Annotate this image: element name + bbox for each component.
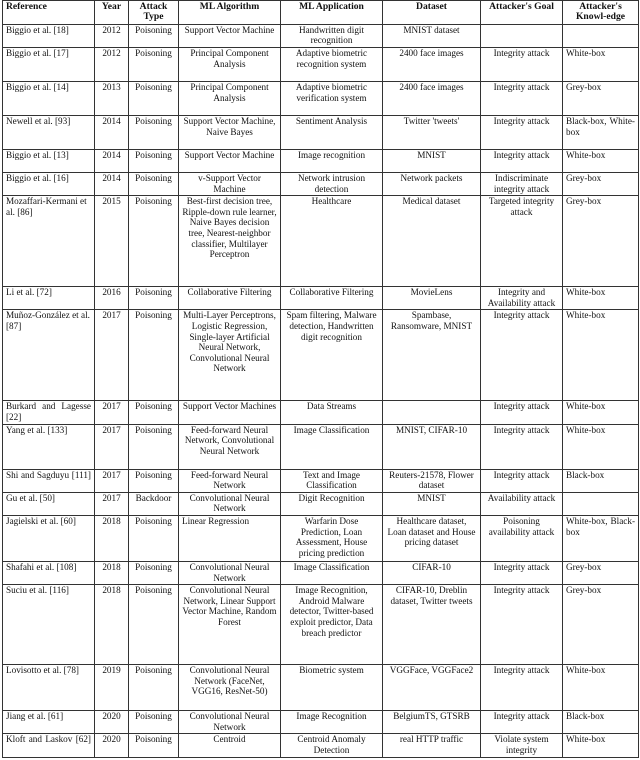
cell-attack-type: Poisoning (129, 287, 179, 310)
cell-attackers-knowledge: White-box (563, 401, 639, 424)
cell-attackers-goal: Integrity attack (481, 401, 563, 424)
cell-ml-algorithm: Best-first decision tree, Ripple-down rule learner, Naive Bayes decision tree, Nearest-neighbor classifier, Multilayer Perceptron (179, 196, 281, 287)
cell-ml-algorithm: Support Vector Machine, Naive Bayes (179, 116, 281, 150)
cell-attackers-goal: Integrity attack (481, 310, 563, 401)
header-ml-algorithm: ML Algorithm (179, 1, 281, 25)
attack-table (2, 0, 639, 758)
cell-attackers-knowledge: Grey-box (563, 82, 639, 116)
table-row (3, 310, 639, 401)
cell-ml-algorithm: Feed-forward Neural Network, Convolutional Neural Network (179, 424, 281, 469)
header-row (3, 1, 639, 25)
cell-ml-application: Sentiment Analysis (281, 116, 383, 150)
cell-attack-type: Poisoning (129, 196, 179, 287)
cell-ml-application: Data Streams (281, 401, 383, 424)
table-row (3, 48, 639, 82)
cell-attack-type: Poisoning (129, 665, 179, 711)
cell-ml-algorithm: Multi-Layer Perceptrons, Logistic Regression, Single-layer Artificial Neural Network, Convolutional Neural Network (179, 310, 281, 401)
cell-year: 2015 (95, 196, 129, 287)
header-dataset: Dataset (383, 1, 481, 25)
table-row (3, 734, 639, 757)
cell-year: 2020 (95, 711, 129, 734)
table-row (3, 424, 639, 469)
cell-reference: Biggio et al. [18] (3, 24, 95, 47)
cell-dataset: CIFAR-10, Dreblin dataset, Twitter tweets (383, 585, 481, 665)
cell-ml-algorithm: Principal Component Analysis (179, 82, 281, 116)
table-row (3, 665, 639, 711)
cell-ml-application: Image recognition (281, 150, 383, 173)
cell-dataset: Healthcare dataset, Loan dataset and House pricing dataset (383, 515, 481, 561)
cell-reference: Jiang et al. [61] (3, 711, 95, 734)
cell-reference: Yang et al. [133] (3, 424, 95, 469)
cell-attackers-goal: Integrity attack (481, 82, 563, 116)
cell-ml-application: Healthcare (281, 196, 383, 287)
cell-ml-algorithm: Centroid (179, 734, 281, 757)
cell-attackers-goal: Integrity and Availability attack (481, 287, 563, 310)
cell-ml-algorithm: Convolutional Neural Network (179, 561, 281, 584)
cell-attackers-goal: Targeted integrity attack (481, 196, 563, 287)
cell-dataset: real HTTP traffic (383, 734, 481, 757)
cell-attackers-knowledge (563, 492, 639, 515)
cell-ml-application: Image Classification (281, 561, 383, 584)
cell-attack-type: Backdoor (129, 492, 179, 515)
cell-year: 2014 (95, 116, 129, 150)
cell-reference: Biggio et al. [17] (3, 48, 95, 82)
cell-reference: Shi and Sagduyu [111] (3, 469, 95, 492)
table-row (3, 401, 639, 424)
cell-reference: Kloft and Laskov [62] (3, 734, 95, 757)
cell-reference: Shafahi et al. [108] (3, 561, 95, 584)
cell-dataset: 2400 face images (383, 48, 481, 82)
cell-ml-application: Handwritten digit recognition (281, 24, 383, 47)
cell-attackers-knowledge: White-box, Black-box (563, 515, 639, 561)
cell-dataset: 2400 face images (383, 82, 481, 116)
cell-dataset: BelgiumTS, GTSRB (383, 711, 481, 734)
table-row (3, 561, 639, 584)
cell-attackers-knowledge: White-box (563, 734, 639, 757)
cell-year: 2013 (95, 82, 129, 116)
cell-ml-application: Image Recognition, Android Malware detector, Twitter-based exploit predictor, Data breach predictor (281, 585, 383, 665)
cell-attack-type: Poisoning (129, 150, 179, 173)
table-row (3, 82, 639, 116)
cell-ml-algorithm: Feed-forward Neural Network (179, 469, 281, 492)
header-attackers-goal: Attacker's Goal (481, 1, 563, 25)
cell-attackers-knowledge: Black-box, White-box (563, 116, 639, 150)
table-row (3, 469, 639, 492)
cell-attackers-goal: Integrity attack (481, 469, 563, 492)
cell-year: 2012 (95, 24, 129, 47)
cell-ml-algorithm: Linear Regression (179, 515, 281, 561)
cell-year: 2017 (95, 424, 129, 469)
cell-attackers-goal (481, 24, 563, 47)
cell-year: 2020 (95, 734, 129, 757)
cell-attack-type: Poisoning (129, 24, 179, 47)
cell-year: 2017 (95, 401, 129, 424)
header-attack-type: Attack Type (129, 1, 179, 25)
cell-attackers-knowledge: Black-box (563, 711, 639, 734)
cell-dataset: MNIST (383, 492, 481, 515)
cell-ml-algorithm: Convolutional Neural Network (FaceNet, VGG16, ResNet-50) (179, 665, 281, 711)
cell-ml-algorithm: Convolutional Neural Network (179, 492, 281, 515)
cell-ml-application: Spam filtering, Malware detection, Handwritten digit recognition (281, 310, 383, 401)
cell-attackers-goal: Integrity attack (481, 424, 563, 469)
cell-attackers-knowledge: Grey-box (563, 196, 639, 287)
cell-attack-type: Poisoning (129, 173, 179, 196)
cell-ml-application: Centroid Anomaly Detection (281, 734, 383, 757)
cell-reference: Biggio et al. [13] (3, 150, 95, 173)
table-row (3, 711, 639, 734)
cell-attack-type: Poisoning (129, 401, 179, 424)
table-row (3, 24, 639, 47)
table-row (3, 196, 639, 287)
cell-reference: Mozaffari-Kermani et al. [86] (3, 196, 95, 287)
cell-dataset: MNIST (383, 150, 481, 173)
cell-year: 2017 (95, 469, 129, 492)
cell-attack-type: Poisoning (129, 515, 179, 561)
cell-year: 2012 (95, 48, 129, 82)
cell-attackers-goal: Indiscriminate integrity attack (481, 173, 563, 196)
cell-ml-application: Collaborative Filtering (281, 287, 383, 310)
cell-attack-type: Poisoning (129, 711, 179, 734)
cell-ml-algorithm: v-Support Vector Machine (179, 173, 281, 196)
cell-reference: Jagielski et al. [60] (3, 515, 95, 561)
cell-dataset: MNIST, CIFAR-10 (383, 424, 481, 469)
cell-attackers-goal: Integrity attack (481, 585, 563, 665)
cell-reference: Newell et al. [93] (3, 116, 95, 150)
cell-attackers-goal: Violate system integrity (481, 734, 563, 757)
cell-attackers-knowledge: White-box (563, 424, 639, 469)
cell-reference: Burkard and Lagesse [22] (3, 401, 95, 424)
cell-ml-application: Digit Recognition (281, 492, 383, 515)
cell-reference: Muñoz-González et al. [87] (3, 310, 95, 401)
cell-attackers-goal: Integrity attack (481, 116, 563, 150)
cell-reference: Li et al. [72] (3, 287, 95, 310)
cell-year: 2019 (95, 665, 129, 711)
cell-ml-application: Text and Image Classification (281, 469, 383, 492)
cell-reference: Lovisotto et al. [78] (3, 665, 95, 711)
cell-attackers-goal: Integrity attack (481, 711, 563, 734)
cell-attackers-knowledge: White-box (563, 150, 639, 173)
cell-attackers-knowledge: White-box (563, 287, 639, 310)
cell-ml-algorithm: Convolutional Neural Network (179, 711, 281, 734)
cell-reference: Biggio et al. [16] (3, 173, 95, 196)
cell-year: 2017 (95, 492, 129, 515)
cell-reference: Biggio et al. [14] (3, 82, 95, 116)
table-row (3, 492, 639, 515)
cell-attack-type: Poisoning (129, 116, 179, 150)
cell-ml-application: Biometric system (281, 665, 383, 711)
cell-year: 2014 (95, 173, 129, 196)
cell-attackers-knowledge: Grey-box (563, 585, 639, 665)
header-year: Year (95, 1, 129, 25)
cell-attack-type: Poisoning (129, 82, 179, 116)
cell-attackers-goal: Integrity attack (481, 150, 563, 173)
cell-dataset: MovieLens (383, 287, 481, 310)
cell-year: 2018 (95, 561, 129, 584)
cell-year: 2018 (95, 585, 129, 665)
cell-attack-type: Poisoning (129, 424, 179, 469)
cell-dataset: MNIST dataset (383, 24, 481, 47)
cell-ml-application: Adaptive biometric recognition system (281, 48, 383, 82)
cell-ml-application: Image Classification (281, 424, 383, 469)
header-reference: Reference (3, 1, 95, 25)
cell-dataset: Twitter 'tweets' (383, 116, 481, 150)
cell-attack-type: Poisoning (129, 585, 179, 665)
cell-attack-type: Poisoning (129, 561, 179, 584)
cell-attackers-knowledge: White-box (563, 665, 639, 711)
cell-year: 2017 (95, 310, 129, 401)
table-row (3, 150, 639, 173)
header-attackers-knowledge: Attacker's Knowl-edge (563, 1, 639, 25)
cell-year: 2014 (95, 150, 129, 173)
cell-attack-type: Poisoning (129, 469, 179, 492)
cell-ml-application: Network intrusion detection (281, 173, 383, 196)
cell-ml-application: Warfarin Dose Prediction, Loan Assessment, House pricing prediction (281, 515, 383, 561)
cell-ml-application: Adaptive biometric verification system (281, 82, 383, 116)
cell-attackers-knowledge (563, 24, 639, 47)
cell-attackers-knowledge: White-box (563, 48, 639, 82)
cell-attack-type: Poisoning (129, 48, 179, 82)
cell-ml-algorithm: Support Vector Machines (179, 401, 281, 424)
table-row (3, 585, 639, 665)
cell-ml-algorithm: Convolutional Neural Network, Linear Support Vector Machine, Random Forest (179, 585, 281, 665)
cell-attackers-goal: Integrity attack (481, 665, 563, 711)
table-row (3, 116, 639, 150)
cell-ml-application: Image Recognition (281, 711, 383, 734)
cell-ml-algorithm: Support Vector Machine (179, 150, 281, 173)
cell-attackers-knowledge: Black-box (563, 469, 639, 492)
cell-reference: Suciu et al. [116] (3, 585, 95, 665)
table-row (3, 515, 639, 561)
cell-dataset: Medical dataset (383, 196, 481, 287)
cell-dataset: VGGFace, VGGFace2 (383, 665, 481, 711)
cell-year: 2018 (95, 515, 129, 561)
cell-dataset: Spambase, Ransomware, MNIST (383, 310, 481, 401)
cell-attackers-goal: Integrity attack (481, 48, 563, 82)
cell-ml-algorithm: Principal Component Analysis (179, 48, 281, 82)
cell-dataset (383, 401, 481, 424)
header-ml-application: ML Application (281, 1, 383, 25)
table-row (3, 287, 639, 310)
cell-attackers-goal: Availability attack (481, 492, 563, 515)
cell-attackers-goal: Poisoning availability attack (481, 515, 563, 561)
cell-dataset: CIFAR-10 (383, 561, 481, 584)
cell-attackers-knowledge: Grey-box (563, 561, 639, 584)
cell-attack-type: Poisoning (129, 310, 179, 401)
cell-attackers-goal: Integrity attack (481, 561, 563, 584)
cell-attackers-knowledge: Grey-box (563, 173, 639, 196)
cell-reference: Gu et al. [50] (3, 492, 95, 515)
cell-ml-algorithm: Support Vector Machine (179, 24, 281, 47)
cell-attackers-knowledge: White-box (563, 310, 639, 401)
cell-dataset: Reuters-21578, Flower dataset (383, 469, 481, 492)
cell-year: 2016 (95, 287, 129, 310)
cell-dataset: Network packets (383, 173, 481, 196)
table-row (3, 173, 639, 196)
cell-attack-type: Poisoning (129, 734, 179, 757)
cell-ml-algorithm: Collaborative Filtering (179, 287, 281, 310)
